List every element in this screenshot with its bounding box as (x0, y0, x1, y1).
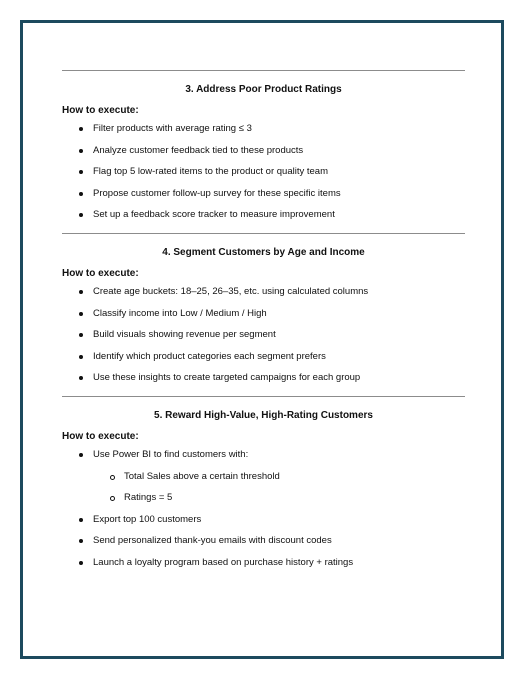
sub-list-item (62, 491, 465, 513)
list-item (62, 350, 465, 372)
list-item (62, 328, 465, 350)
list-item-text: Build visuals showing revenue per segment (93, 329, 276, 341)
list-item-text: Set up a feedback score tracker to measure improvement (93, 209, 335, 221)
list-item (62, 122, 465, 144)
bullet-icon (79, 149, 83, 153)
section-divider (62, 396, 465, 397)
bullet-list-segment-customers (62, 285, 465, 393)
section-divider (62, 233, 465, 234)
bullet-icon (79, 355, 83, 359)
list-item-text: Flag top 5 low-rated items to the product or quality team (93, 166, 328, 178)
bullet-list-poor-ratings (62, 122, 465, 230)
bullet-list-reward-customers (62, 448, 465, 578)
bullet-icon (79, 518, 83, 522)
list-item (62, 371, 465, 393)
bullet-icon (79, 127, 83, 131)
list-item-text: Ratings = 5 (124, 492, 173, 504)
section-title-reward-customers: 5. Reward High-Value, High-Rating Customers (154, 409, 373, 421)
list-item (62, 208, 465, 230)
section-title-segment-customers: 4. Segment Customers by Age and Income (162, 246, 365, 258)
how-to-execute-label: How to execute: (62, 267, 139, 279)
bullet-icon (79, 312, 83, 316)
list-item (62, 285, 465, 307)
list-item-text: Send personalized thank-you emails with discount codes (93, 535, 332, 547)
list-item-text: Analyze customer feedback tied to these products (93, 144, 304, 156)
how-to-execute-label: How to execute: (62, 430, 139, 442)
list-item (62, 448, 465, 470)
bullet-icon (79, 561, 83, 565)
list-item (62, 187, 465, 209)
list-item (62, 513, 465, 535)
hollow-bullet-icon (110, 496, 115, 501)
bullet-icon (79, 333, 83, 337)
list-item-text: Create age buckets: 18–25, 26–35, etc. using calculated columns (93, 285, 369, 297)
list-item-text: Identify which product categories each segment prefers (93, 350, 326, 362)
list-item (62, 556, 465, 578)
list-item-text: Total Sales above a certain threshold (124, 470, 280, 482)
list-item (62, 165, 465, 187)
bullet-icon (79, 192, 83, 196)
list-item-text: Propose customer follow-up survey for these specific items (93, 187, 341, 199)
how-to-execute-label: How to execute: (62, 105, 139, 116)
list-item-text: Use these insights to create targeted campaigns for each group (93, 372, 361, 384)
bullet-icon (79, 539, 83, 543)
section-divider (62, 70, 465, 71)
bullet-icon (79, 290, 83, 294)
list-item-text: Use Power BI to find customers with: (93, 448, 249, 460)
bullet-icon (79, 453, 83, 457)
list-item (62, 144, 465, 166)
bullet-icon (79, 170, 83, 174)
document-content (62, 70, 465, 578)
list-item-text: Classify income into Low / Medium / High (93, 307, 267, 319)
bullet-icon (79, 376, 83, 380)
list-item-text: Export top 100 customers (93, 513, 202, 525)
list-item-text: Launch a loyalty program based on purchase history + ratings (93, 556, 354, 568)
list-item-text: Filter products with average rating ≤ 3 (93, 123, 252, 134)
bullet-icon (79, 213, 83, 217)
sub-list-item (62, 470, 465, 492)
list-item (62, 307, 465, 329)
hollow-bullet-icon (110, 475, 115, 480)
list-item (62, 534, 465, 556)
section-title-poor-ratings: 3. Address Poor Product Ratings (185, 84, 342, 95)
